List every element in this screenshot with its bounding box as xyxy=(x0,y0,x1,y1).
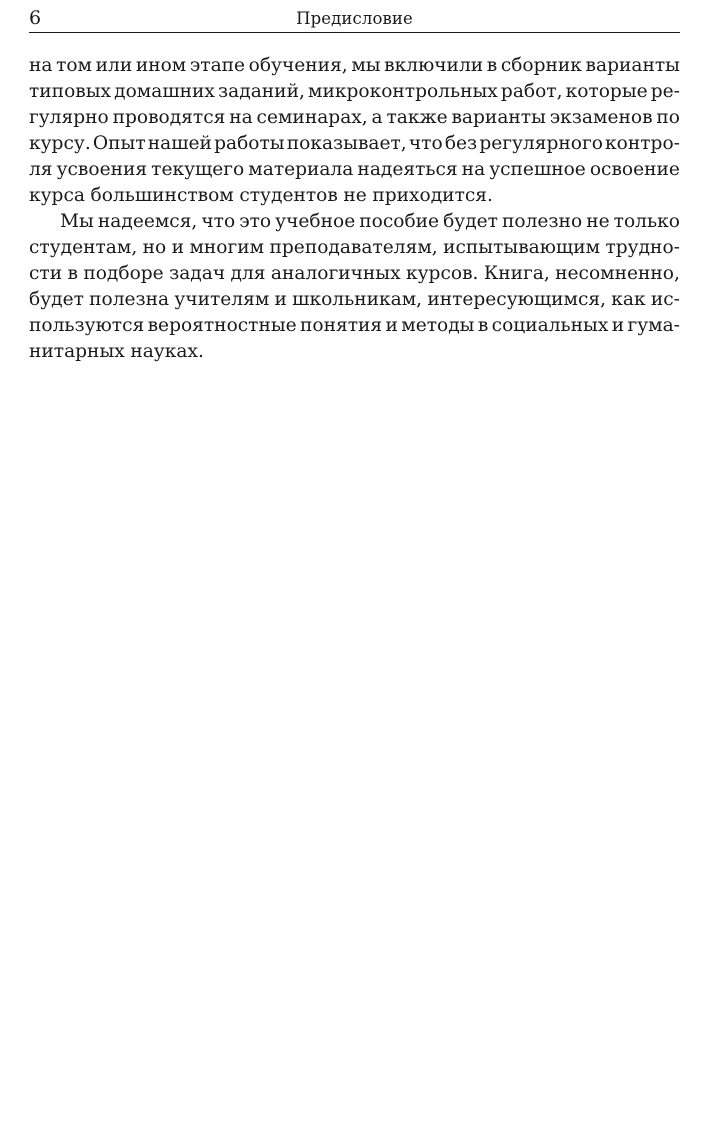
word: учебное xyxy=(275,211,356,232)
word: обучения, xyxy=(248,55,348,76)
word: курсов. xyxy=(406,263,479,284)
word: без xyxy=(444,133,478,154)
text-line xyxy=(29,157,680,183)
word: по xyxy=(656,107,680,128)
word: надеемся, xyxy=(97,211,198,232)
word: ре- xyxy=(650,81,680,102)
word: и xyxy=(171,237,185,258)
word: мы xyxy=(351,55,381,76)
word: школьникам, xyxy=(292,289,423,310)
word: материала xyxy=(248,159,354,180)
text-line xyxy=(29,131,680,157)
word: гума- xyxy=(627,315,680,336)
word: сборник xyxy=(500,55,582,76)
word: нашей xyxy=(147,133,212,154)
word: варианты xyxy=(585,55,680,76)
text-line xyxy=(29,79,680,105)
word: успешное xyxy=(489,159,586,180)
word: интересующимся, xyxy=(427,289,607,310)
word: студентов xyxy=(239,185,338,206)
word: не xyxy=(586,211,610,232)
word: вероятностные xyxy=(147,315,297,336)
word: на xyxy=(229,107,253,128)
word: типовых xyxy=(29,81,112,102)
section-title: Предисловие xyxy=(296,9,413,28)
word: показывает, xyxy=(286,133,407,154)
word: для xyxy=(230,263,266,284)
word: проводятся xyxy=(112,107,226,128)
word: приходится. xyxy=(372,185,493,206)
word: и xyxy=(274,289,287,310)
word: в xyxy=(486,55,498,76)
word: на xyxy=(29,55,53,76)
word: как xyxy=(611,289,646,310)
word: а xyxy=(371,107,383,128)
word: социальных xyxy=(491,315,609,336)
word: многим xyxy=(189,237,265,258)
word: этапе xyxy=(189,55,246,76)
word: студентам, xyxy=(29,237,138,258)
word: также xyxy=(386,107,448,128)
text-line xyxy=(29,53,680,79)
page-number: 6 xyxy=(29,7,42,29)
word: что xyxy=(408,133,443,154)
body-text xyxy=(29,53,680,365)
word: преподавателям, xyxy=(269,237,438,258)
text-line xyxy=(29,105,680,131)
word: ис- xyxy=(650,289,680,310)
word: что xyxy=(201,211,236,232)
word: трудно- xyxy=(605,237,680,258)
word: не xyxy=(343,185,367,206)
word: том xyxy=(56,55,93,76)
word: это xyxy=(239,211,272,232)
word: курсу. xyxy=(29,133,91,154)
word: экзаменов xyxy=(549,107,653,128)
word: полезно xyxy=(502,211,583,232)
word: и xyxy=(385,315,398,336)
word: пользуются xyxy=(29,315,145,336)
word: методы xyxy=(401,315,475,336)
text-line xyxy=(29,209,680,235)
word: текущего xyxy=(151,159,245,180)
word: курса xyxy=(29,185,85,206)
text-line xyxy=(29,287,680,313)
word: полезна xyxy=(89,289,170,310)
word: Мы xyxy=(60,211,94,232)
word: домашних xyxy=(114,81,215,102)
word: будет xyxy=(29,289,84,310)
text-line xyxy=(29,183,680,209)
word: в xyxy=(477,315,489,336)
word: подборе xyxy=(83,263,164,284)
paragraph-1 xyxy=(29,53,680,209)
word: усвоения xyxy=(56,159,148,180)
word: учителям xyxy=(174,289,270,310)
word: нитарных xyxy=(29,341,125,362)
text-line xyxy=(29,235,680,261)
paragraph-2 xyxy=(29,209,680,365)
word: работ, xyxy=(500,81,563,102)
word: регулярного xyxy=(479,133,603,154)
word: понятия xyxy=(300,315,383,336)
running-head xyxy=(29,4,680,33)
text-line xyxy=(29,261,680,287)
word: аналогичных xyxy=(270,263,401,284)
word: варианты xyxy=(451,107,546,128)
word: микроконтрольных xyxy=(308,81,498,102)
word: Книга, xyxy=(483,263,550,284)
word: науках. xyxy=(130,341,204,362)
word: на xyxy=(461,159,486,180)
word: включили xyxy=(384,55,484,76)
word: несомненно, xyxy=(555,263,680,284)
word: большинством xyxy=(90,185,234,206)
word: гулярно xyxy=(29,107,109,128)
word: будет xyxy=(443,211,498,232)
word: работы xyxy=(214,133,285,154)
word: только xyxy=(613,211,680,232)
word: и xyxy=(611,315,625,336)
text-line xyxy=(29,339,680,365)
word: задач xyxy=(169,263,226,284)
word: пособие xyxy=(359,211,440,232)
word: ином xyxy=(135,55,187,76)
word: ля xyxy=(29,159,53,180)
word: которые xyxy=(565,81,648,102)
word: Опыт xyxy=(92,133,146,154)
word: надеяться xyxy=(357,159,458,180)
word: семинарах, xyxy=(256,107,368,128)
word: но xyxy=(142,237,167,258)
word: освоение xyxy=(589,159,680,180)
word: в xyxy=(67,263,78,284)
word: или xyxy=(95,55,133,76)
word: сти xyxy=(29,263,63,284)
word: заданий, xyxy=(218,81,305,102)
word: контро- xyxy=(605,133,680,154)
text-line xyxy=(29,313,680,339)
word: испытывающим xyxy=(443,237,601,258)
